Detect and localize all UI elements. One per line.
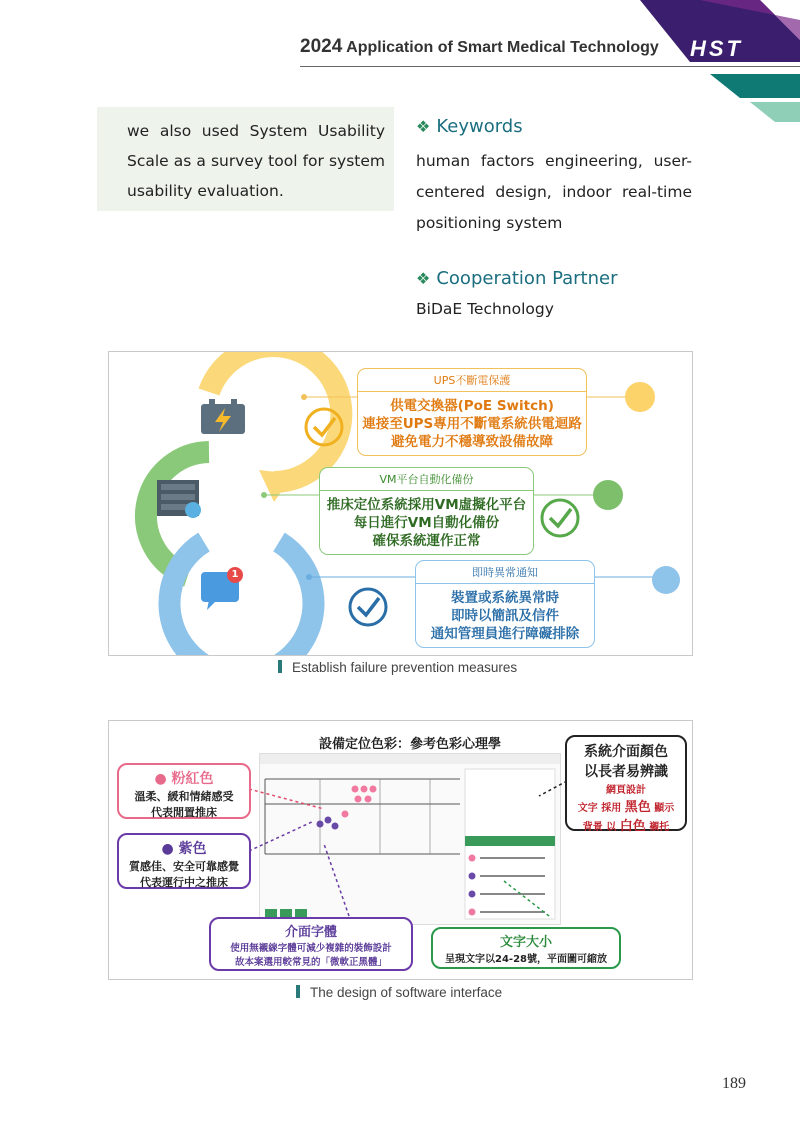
card-vm-body <box>320 491 533 550</box>
ui-color-black: 黑色 <box>624 800 651 815</box>
card-notify-line: 即時以簡訊及信件 <box>451 608 559 624</box>
card-notify-line: 通知管理員進行障礙排除 <box>430 626 580 642</box>
running-header <box>300 36 659 58</box>
battery-icon <box>201 399 245 434</box>
card-ups-title: UPS不斷電保護 <box>358 369 586 392</box>
label-font-title: 介面字體 <box>284 925 337 940</box>
ui-color-text-c: 襯托 <box>649 822 670 833</box>
purple-dot-icon: ● <box>161 841 174 857</box>
header-rule <box>300 66 800 67</box>
card-vm <box>319 467 534 555</box>
diamond-bullet-icon: ❖ <box>416 117 431 136</box>
card-notify <box>415 560 595 648</box>
header-title: Application of Smart Medical Technology <box>346 39 659 56</box>
keywords-text: human factors engineering, user-centered design, indoor real-time positioning system <box>416 152 692 232</box>
notification-badge: 1 <box>227 567 243 583</box>
label-pink-title <box>119 768 249 788</box>
card-ups-line: 連接至UPS專用不斷電系統供電迴路 <box>362 416 582 432</box>
header-year: 2024 <box>300 36 343 57</box>
card-notify-title: 即時異常通知 <box>416 561 594 584</box>
card-notify-body <box>416 584 594 643</box>
label-pink <box>117 763 251 819</box>
card-ups <box>357 368 587 456</box>
hst-logo: HST <box>690 36 743 61</box>
figure1-caption-text: Establish failure prevention measures <box>292 660 518 675</box>
partner-text: BiDaE Technology <box>416 300 554 318</box>
caption-bar <box>296 985 300 998</box>
label-ui-color-line2 <box>567 815 685 834</box>
label-font-line: 故本案選用較常見的「微軟正黑體」 <box>234 957 387 968</box>
card-vm-line: 推床定位系統採用VM虛擬化平台 <box>326 497 527 513</box>
figure2-title: 設備定位色彩：參考色彩心理學 <box>319 737 502 752</box>
page-number: 189 <box>722 1075 746 1092</box>
figure2-caption <box>296 985 502 1000</box>
intro-text: we also used System Usability Scale as a survey tool for system usability evaluation. <box>127 122 385 200</box>
partner-heading-text: Cooperation Partner <box>436 268 618 289</box>
card-ups-body <box>358 392 586 451</box>
server-icon <box>157 480 205 518</box>
label-font <box>209 917 413 971</box>
label-ui-color <box>565 735 687 834</box>
label-pink-line: 代表閒置推床 <box>151 806 217 819</box>
label-purple-line: 質感佳、安全可靠感覺 <box>129 860 239 873</box>
label-pink-line: 溫柔、緩和情緒感受 <box>134 790 234 803</box>
label-size <box>431 927 621 969</box>
card-notify-line: 裝置或系統異常時 <box>451 590 559 606</box>
ui-color-white: 白色 <box>619 819 646 834</box>
label-ui-color-subtitle: 以長者易辨識 <box>584 764 668 780</box>
card-vm-title: VM平台自動化備份 <box>320 468 533 491</box>
label-ui-color-web: 網頁設計 <box>606 785 646 796</box>
card-vm-line: 確保系統運作正常 <box>372 533 481 549</box>
pink-dot-icon: ● <box>154 771 167 787</box>
label-purple-title <box>119 838 249 858</box>
ui-color-text-c: 顯示 <box>654 803 675 814</box>
figure-software-interface <box>108 720 693 980</box>
ui-color-text-a: 文字 採用 <box>577 803 622 814</box>
label-purple <box>117 833 251 889</box>
label-size-title: 文字大小 <box>499 935 552 950</box>
keywords-heading-text: Keywords <box>436 116 523 137</box>
label-ui-color-line1 <box>567 796 685 815</box>
figure2-caption-text: The design of software interface <box>310 985 503 1000</box>
keywords-heading <box>416 116 523 137</box>
label-pink-title-text: 粉紅色 <box>171 771 214 787</box>
partner-heading <box>416 268 618 289</box>
figure-failure-prevention <box>108 351 693 656</box>
label-purple-line: 代表運行中之推床 <box>140 876 228 889</box>
card-ups-line: 避免電力不穩導致設備故障 <box>391 434 553 450</box>
ui-color-text-a: 背景 以 <box>582 822 617 833</box>
card-vm-line: 每日進行VM自動化備份 <box>353 515 500 531</box>
label-ui-color-title: 系統介面顏色 <box>584 744 668 760</box>
diamond-bullet-icon: ❖ <box>416 269 431 288</box>
card-ups-line: 供電交換器(PoE Switch) <box>390 398 554 414</box>
figure1-caption <box>278 660 517 675</box>
label-size-line: 呈現文字以24-28號，平面圖可縮放 <box>445 954 607 965</box>
label-font-line: 使用無襯線字體可減少複雜的裝飾設計 <box>230 943 392 954</box>
caption-bar <box>278 660 282 673</box>
label-purple-title-text: 紫色 <box>178 841 207 857</box>
header-decoration <box>600 0 800 130</box>
